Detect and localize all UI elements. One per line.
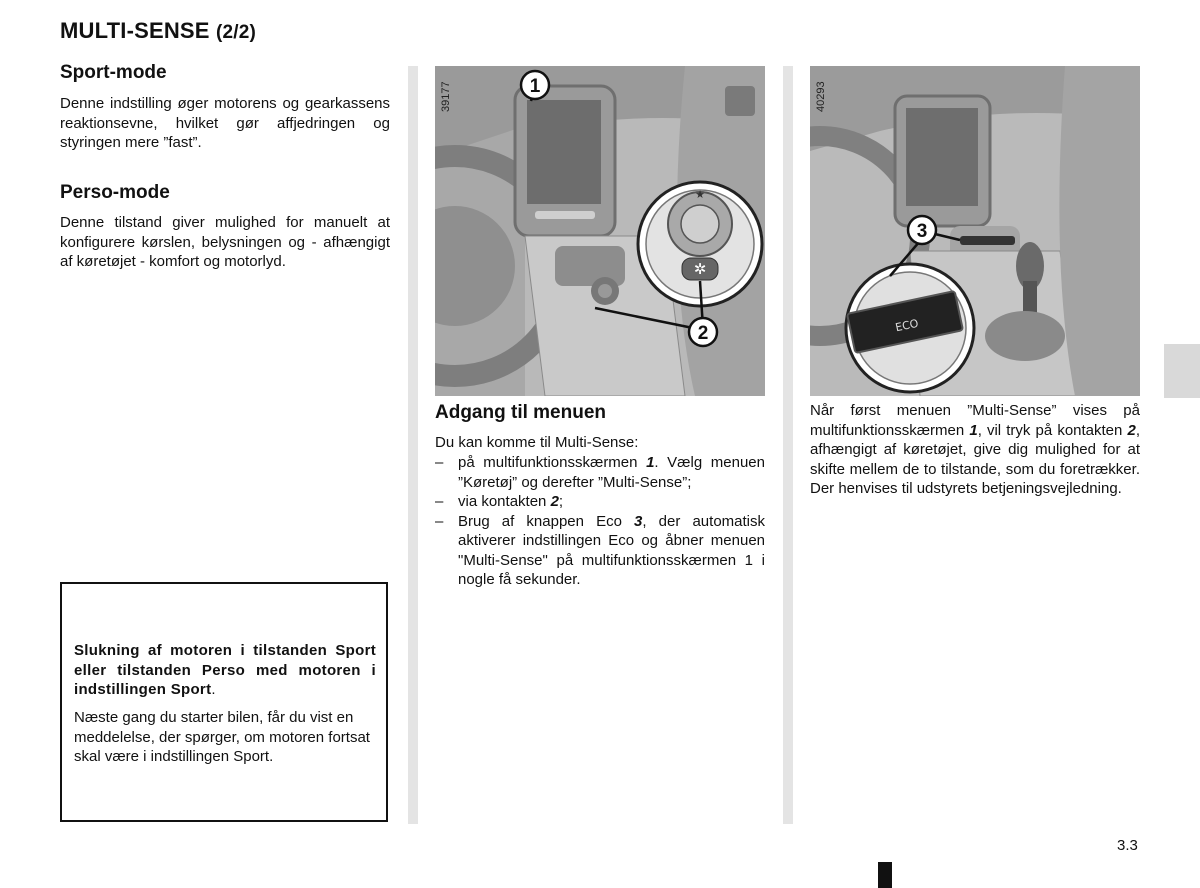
title-main: MULTI-SENSE: [60, 18, 210, 43]
warning-body: Næste gang du starter bilen, får du vist en meddelelse, der spørger, om motoren fortsat skal være i indstillingen Sport.: [74, 709, 370, 765]
warning-title-text: Slukning af motoren i tilstanden Sport eller tilstanden Perso med motoren i indstillingen Sport: [74, 642, 376, 698]
list-item-text: . Vælg menuen ”Køretøj” og derefter ”Multi-Sense”;: [458, 454, 765, 491]
warning-title-period: .: [211, 681, 216, 698]
list-dash: –: [435, 454, 444, 471]
warning-title: [74, 641, 376, 700]
access-menu-heading: Adgang til menuen: [435, 402, 606, 423]
list-item-text: på multifunktionsskærmen: [458, 454, 647, 471]
page-title: [60, 18, 256, 44]
dashboard-drawing-1: [435, 66, 765, 396]
sport-mode-text: Denne indstilling øger motorens og gearkassens reaktionsevne, hvilket gør affjedringen og styringen mere ”fast”.: [60, 95, 390, 151]
list-dash: –: [435, 512, 444, 530]
list-item: [435, 512, 765, 590]
warning-box: [60, 582, 388, 822]
eco-button-label: ECO: [894, 316, 920, 335]
bottom-marker: [878, 862, 892, 888]
callout-3-label: 3: [916, 221, 928, 242]
text-fragment: Når først menuen ”Multi-Sense” vises på multifunktionsskærmen: [810, 402, 1140, 439]
list-item-ref: 3: [634, 512, 643, 530]
chapter-tab: [1164, 344, 1200, 398]
callout-1-label: 1: [529, 76, 541, 97]
sport-mode-heading: Sport-mode: [60, 62, 167, 83]
list-item: [435, 492, 765, 512]
text-fragment: , vil tryk på kontakten: [977, 421, 1128, 439]
figure-2-code: 40293: [815, 81, 827, 112]
list-dash: –: [435, 493, 444, 510]
svg-text:★: ★: [695, 188, 705, 201]
svg-text:✲: ✲: [693, 260, 707, 278]
access-intro: Du kan komme til Multi-Sense:: [435, 434, 639, 451]
column-gutter: [408, 66, 418, 824]
list-item-ref: 1: [646, 454, 655, 471]
list-item-text: Brug af knappen Eco: [458, 512, 635, 530]
text-ref: 1: [969, 421, 978, 439]
dashboard-illustration-eco: [810, 66, 1140, 396]
access-list: [435, 453, 765, 590]
text-fragment: , afhængigt af køretøjet, give dig mulighed for at skifte mellem de to tilstande, som du foretrækker. Der henvises til udstyrets betjeningsvejledning.: [810, 421, 1140, 497]
perso-mode-heading: Perso-mode: [60, 182, 170, 203]
text-ref: 2: [1127, 421, 1136, 439]
list-item-ref: 2: [550, 493, 559, 510]
list-item-text: , der automatisk aktiverer indstillingen Eco og åbner menuen "Multi-Sense" på multifunktionsskærmen 1 i nogle få sekunder.: [458, 512, 765, 588]
title-suffix: (2/2): [216, 22, 257, 43]
perso-mode-text: Denne tilstand giver mulighed for manuelt at konfigurere kørslen, belysningen og - afhængigt af køretøjet - komfort og motorlyd.: [60, 214, 390, 270]
dashboard-drawing-2: [810, 66, 1140, 396]
figure-1-code: 39177: [440, 81, 452, 112]
multisense-toggle-text: [810, 401, 1140, 499]
list-item-text: via kontakten: [458, 493, 551, 510]
dashboard-illustration-multisense: [435, 66, 765, 396]
page-number: 3.3: [1117, 837, 1138, 854]
column-gutter: [783, 66, 793, 824]
list-item-text: ;: [558, 493, 564, 510]
list-item: [435, 453, 765, 492]
callout-2-label: 2: [697, 323, 709, 344]
